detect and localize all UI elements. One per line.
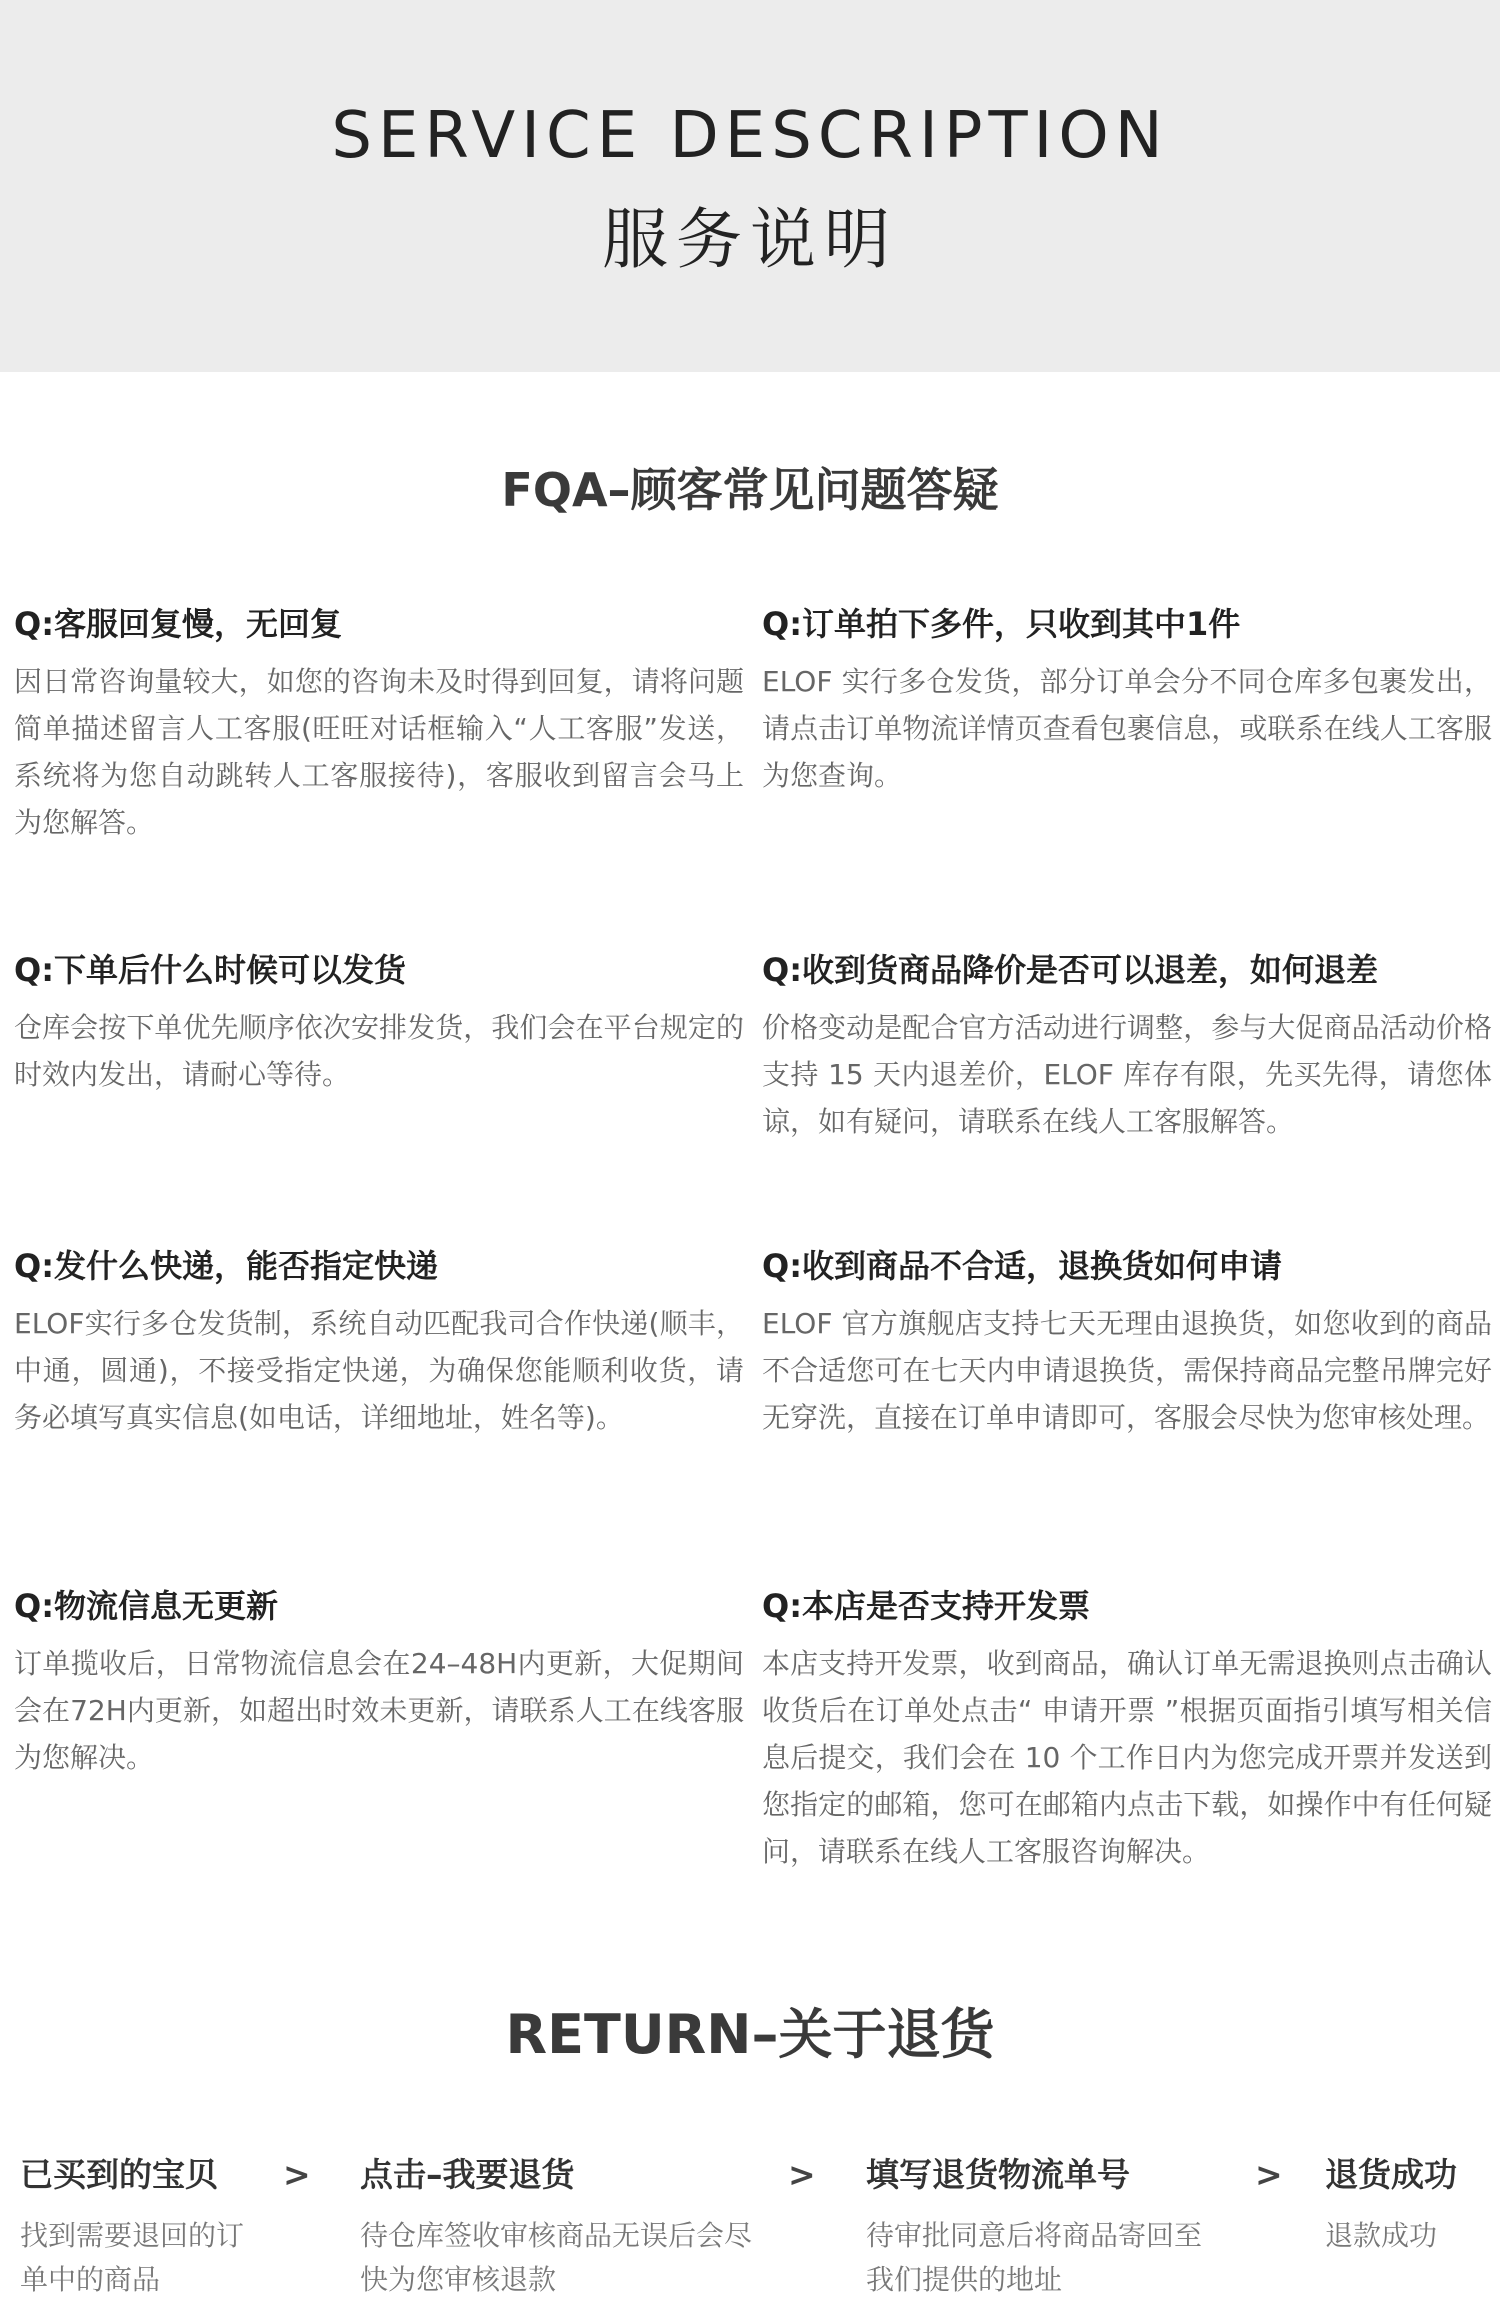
faq-answer: ELOF 官方旗舰店支持七天无理由退换货，如您收到的商品不合适您可在七天内申请退换货，需保持商品完整吊牌完好无穿洗，直接在订单申请即可，客服会尽快为您审核处理。: [762, 1307, 1492, 1434]
faq-item: [762, 1244, 1492, 1441]
faq-item: [14, 948, 744, 1098]
faq-question: Q:发什么快递，能否指定快递: [14, 1247, 439, 1285]
faq-item: [14, 1584, 744, 1781]
faq-section-title: FQA–顾客常见问题答疑: [501, 463, 999, 517]
step-title: 点击–我要退货: [360, 2155, 575, 2194]
step-desc: 退款成功: [1325, 2219, 1438, 2252]
faq-answer: 本店支持开发票，收到商品，确认订单无需退换则点击确认收货后在订单处点击“ 申请开票 ”根据页面指引填写相关信息后提交，我们会在 10 个工作日内为您完成开票并发送到您指定的邮箱，您可在邮箱内点击下载，如操作中有任何疑问，请联系在线人工客服咨询解决。: [762, 1647, 1492, 1868]
banner-title-en: SERVICE DESCRIPTION: [331, 99, 1169, 173]
faq-question: Q:收到商品不合适，退换货如何申请: [762, 1247, 1283, 1285]
faq-answer: ELOF 实行多仓发货，部分订单会分不同仓库多包裹发出，请点击订单物流详情页查看包裹信息，或联系在线人工客服为您查询。: [762, 665, 1492, 792]
faq-answer: ELOF实行多仓发货制，系统自动匹配我司合作快递(顺丰，中通，圆通)，不接受指定快递，为确保您能顺利收货，请务必填写真实信息(如电话，详细地址，姓名等)。: [14, 1307, 744, 1434]
faq-item: [762, 948, 1492, 1145]
faq-question: Q:客服回复慢，无回复: [14, 605, 343, 643]
return-steps: [0, 2150, 1500, 2322]
return-step-request: [360, 2150, 760, 2302]
return-section-title: RETURN–关于退货: [505, 2003, 995, 2066]
faq-question: Q:物流信息无更新: [14, 1587, 279, 1625]
step-title: 填写退货物流单号: [866, 2155, 1130, 2194]
step-title: 退货成功: [1325, 2155, 1457, 2194]
faq-answer: 订单揽收后，日常物流信息会在24–48H内更新，大促期间会在72H内更新，如超出时效未更新，请联系人工在线客服为您解决。: [14, 1647, 744, 1774]
faq-item: [14, 602, 744, 846]
faq-item: [762, 1584, 1492, 1875]
faq-item: [762, 602, 1492, 799]
faq-question: Q:订单拍下多件，只收到其中1件: [762, 605, 1241, 643]
chevron-right-icon: >: [788, 2155, 816, 2194]
return-step-success: [1325, 2150, 1495, 2258]
step-desc: 找到需要退回的订单中的商品: [20, 2219, 245, 2296]
return-step-purchased: [20, 2150, 290, 2302]
step-title: 已买到的宝贝: [20, 2155, 218, 2194]
chevron-right-icon: >: [283, 2155, 311, 2194]
faq-question: Q:收到货商品降价是否可以退差，如何退差: [762, 951, 1379, 989]
return-step-tracking: [866, 2150, 1226, 2302]
banner-title-cn: 服务说明: [602, 201, 898, 278]
header-banner: [0, 0, 1500, 372]
faq-answer: 因日常咨询量较大，如您的咨询未及时得到回复，请将问题简单描述留言人工客服(旺旺对话框输入“人工客服”发送，系统将为您自动跳转人工客服接待)，客服收到留言会马上为您解答。: [14, 665, 744, 839]
chevron-right-icon: >: [1255, 2155, 1283, 2194]
faq-question: Q:本店是否支持开发票: [762, 1587, 1091, 1625]
step-desc: 待审批同意后将商品寄回至我们提供的地址: [866, 2219, 1203, 2296]
faq-item: [14, 1244, 744, 1441]
faq-answer: 价格变动是配合官方活动进行调整，参与大促商品活动价格支持 15 天内退差价，ELOF 库存有限，先买先得，请您体谅，如有疑问，请联系在线人工客服解答。: [762, 1011, 1492, 1138]
step-desc: 待仓库签收审核商品无误后会尽快为您审核退款: [360, 2219, 753, 2296]
faq-question: Q:下单后什么时候可以发货: [14, 951, 407, 989]
faq-answer: 仓库会按下单优先顺序依次安排发货，我们会在平台规定的时效内发出，请耐心等待。: [14, 1011, 744, 1091]
